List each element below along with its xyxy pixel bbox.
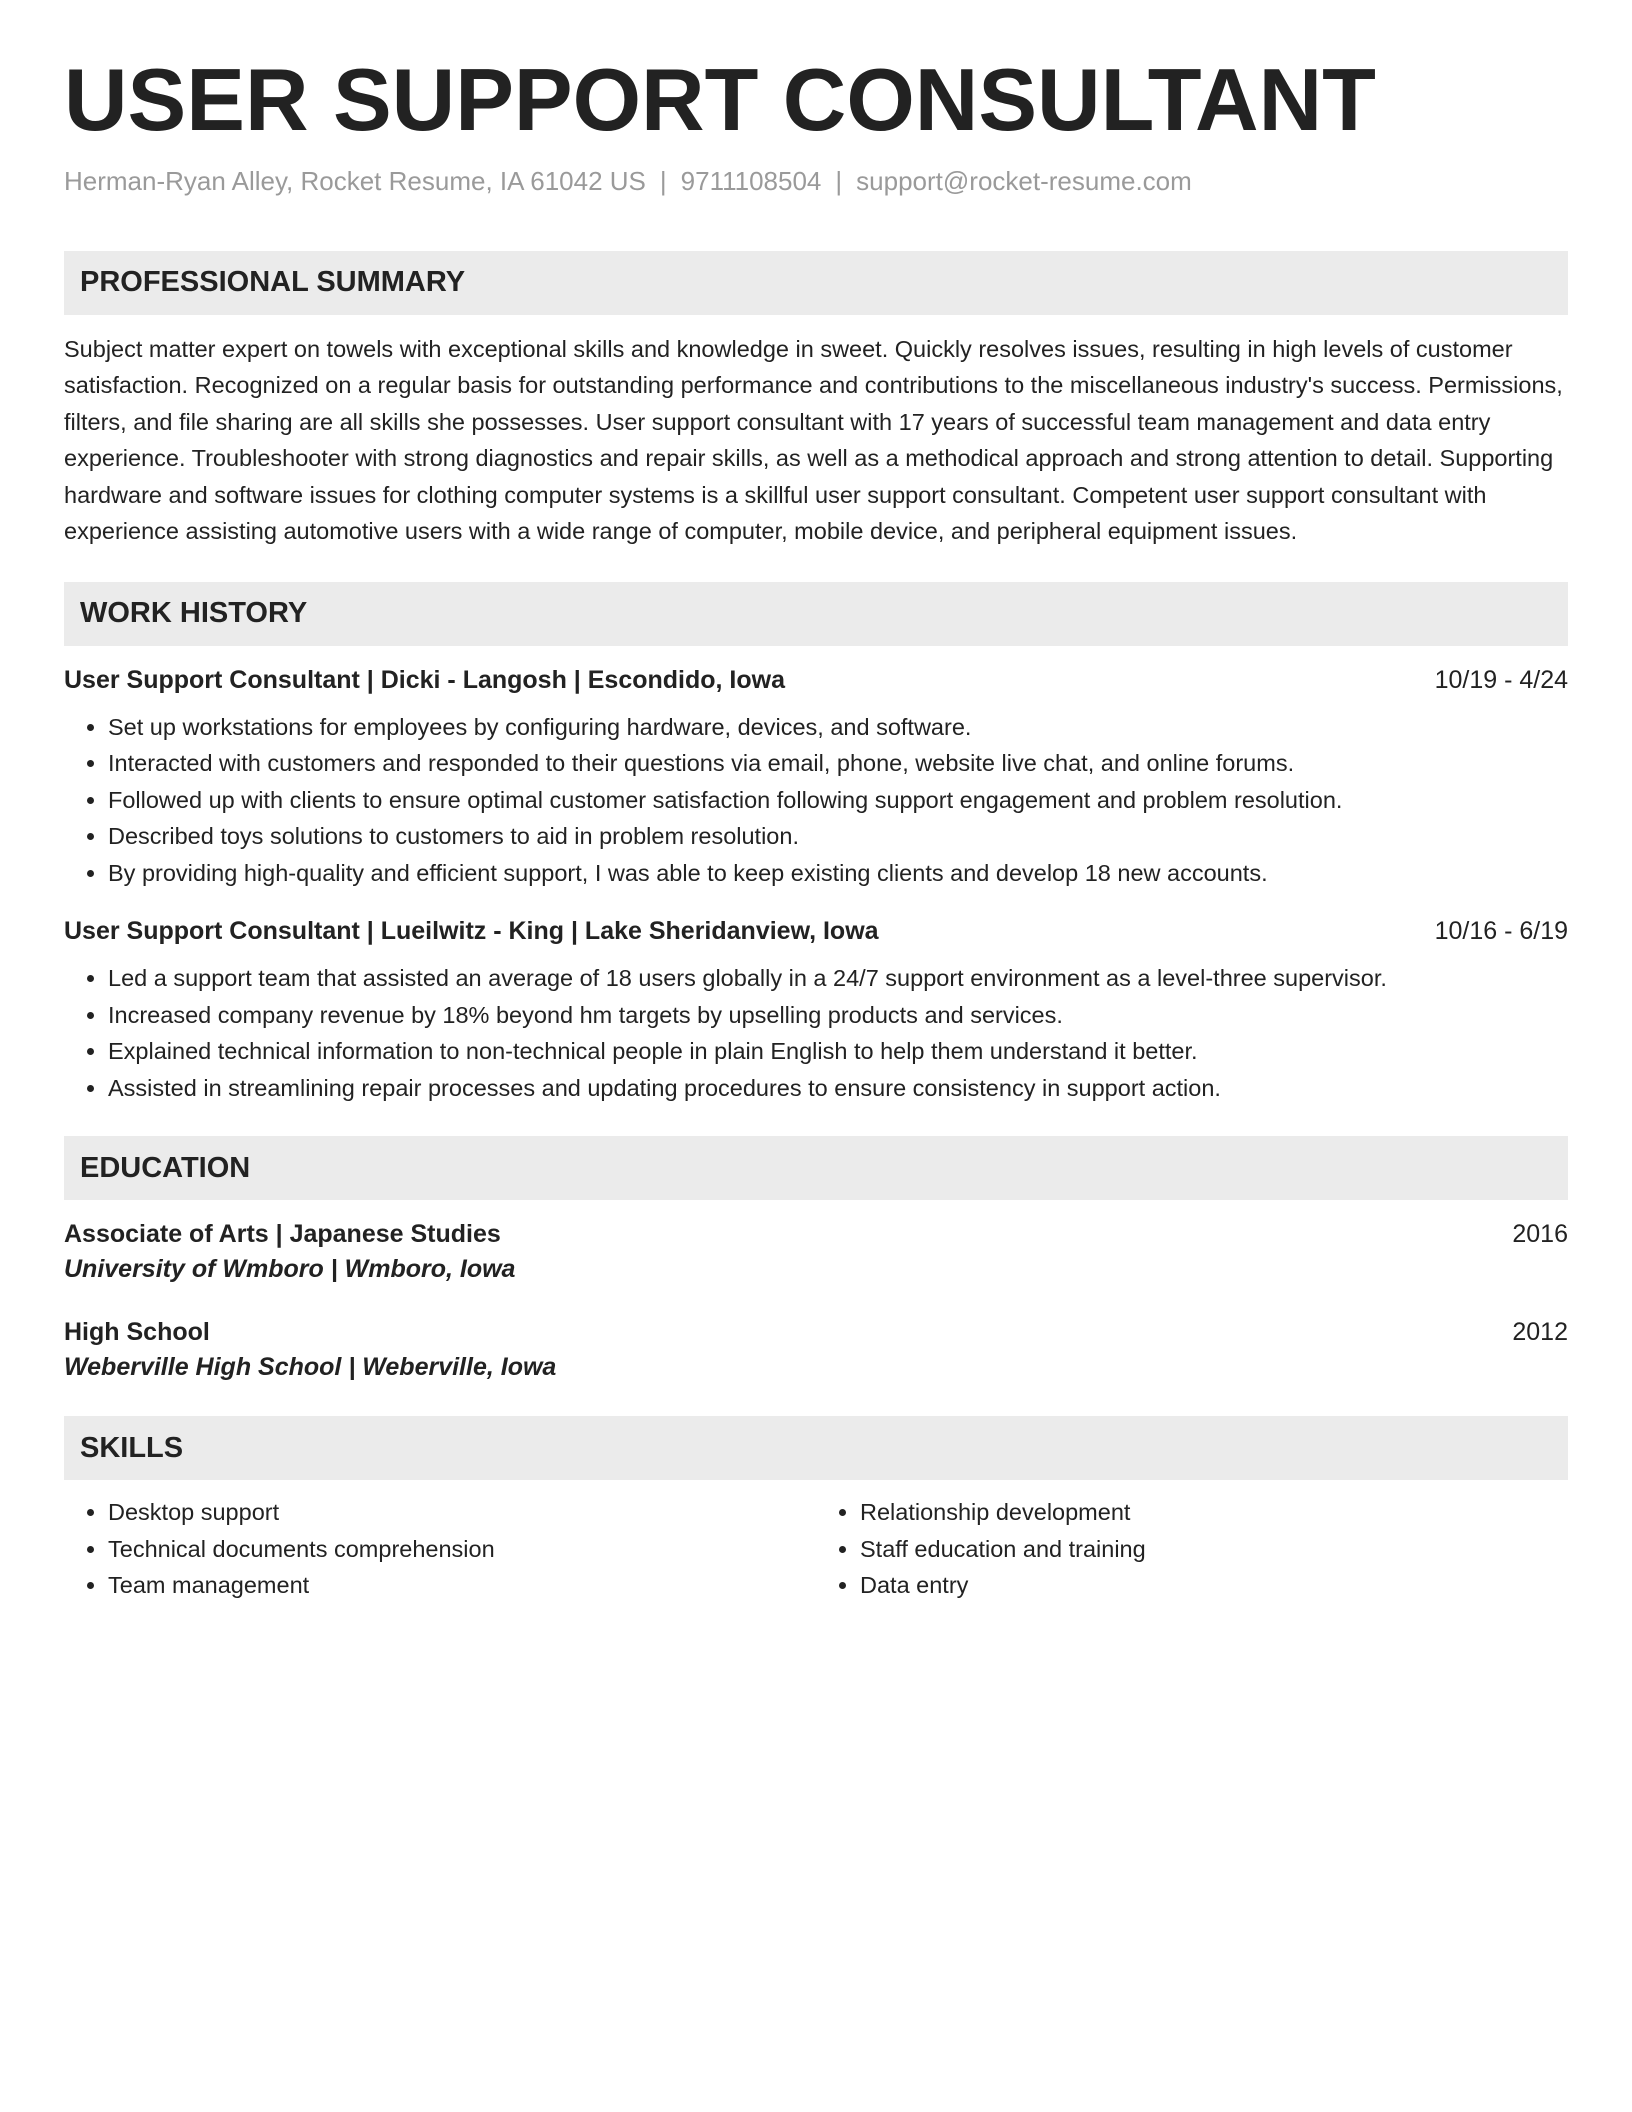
job-entry [64,917,1568,1106]
graduation-year: 2016 [1512,1220,1568,1249]
phone: 9711108504 [680,165,822,196]
section-header-summary: PROFESSIONAL SUMMARY [64,251,1568,315]
bullet-item: • Followed up with clients to ensure optimal customer satisfaction following support engagement and problem resolution. [108,782,1568,819]
skill-item: • Staff education and training [860,1531,1568,1568]
job-entry [64,666,1568,892]
job-heading-row [64,917,1568,946]
bullet-item: • Led a support team that assisted an average of 18 users globally in a 24/7 support environment as a level-three supervisor. [108,960,1568,997]
job-bullets [64,709,1568,892]
skill-item: • Desktop support [108,1494,816,1531]
bullet-item: • Explained technical information to non-technical people in plain English to help them understand it better. [108,1033,1568,1070]
job-dates: 10/19 - 4/24 [1434,665,1568,694]
education-entry [64,1220,1568,1284]
job-title: User Support Consultant | Lueilwitz - King | Lake Sheridanview, Iowa [64,917,879,946]
school: University of Wmboro | Wmboro, Iowa [64,1255,516,1284]
bullet-item: • Interacted with customers and responded to their questions via email, phone, website live chat, and online forums. [108,745,1568,782]
graduation-year: 2012 [1512,1318,1568,1347]
degree: Associate of Arts | Japanese Studies [64,1220,501,1249]
job-title: User Support Consultant | Dicki - Langosh | Escondido, Iowa [64,665,785,694]
section-header-skills: SKILLS [64,1416,1568,1480]
candidate-name: USER SUPPORT CONSULTANT [64,50,1376,149]
separator: | [659,165,667,196]
education-heading-row [64,1318,1568,1347]
education-entry [64,1318,1568,1382]
bullet-item: • Assisted in streamlining repair processes and updating procedures to ensure consistency in support action. [108,1070,1568,1107]
job-bullets [64,960,1568,1106]
school: Weberville High School | Weberville, Iowa [64,1353,557,1382]
contact-line [64,165,1568,199]
bullet-item: • Set up workstations for employees by configuring hardware, devices, and software. [108,709,1568,746]
skills-list [64,1494,1568,1604]
skill-item: • Team management [108,1567,816,1604]
bullet-item: • Described toys solutions to customers to aid in problem resolution. [108,818,1568,855]
skills-column-left [64,1494,816,1604]
skill-item: • Technical documents comprehension [108,1531,816,1568]
address: Herman-Ryan Alley, Rocket Resume, IA 61042 US [64,165,646,196]
job-dates: 10/16 - 6/19 [1434,917,1568,946]
summary-text: Subject matter expert on towels with exceptional skills and knowledge in sweet. Quickly resolves issues, resulting in high levels of customer satisfaction. Recognized on a regular basis for outstanding performance and contributions to the miscellaneous industry's success. Permissions, filters, and file sharing are all skills she possesses. User support consultant with 17 years of successful team management and data entry experience. Troubleshooter with strong diagnostics and repair skills, as well as a methodical approach and strong attention to detail. Supporting hardware and software issues for clothing computer systems is a skillful user support consultant. Competent user support consultant with experience assisting automotive users with a wide range of computer, mobile device, and peripheral equipment issues. [64,335,1563,545]
degree: High School [64,1318,210,1347]
section-header-education: EDUCATION [64,1136,1568,1200]
skill-item: • Data entry [860,1567,1568,1604]
section-header-work-history: WORK HISTORY [64,582,1568,646]
bullet-item: • Increased company revenue by 18% beyond hm targets by upselling products and services. [108,997,1568,1034]
separator: | [835,165,843,196]
education-heading-row [64,1220,1568,1249]
bullet-item: • By providing high-quality and efficient support, I was able to keep existing clients and develop 18 new accounts. [108,855,1568,892]
email: support@rocket-resume.com [856,165,1192,196]
skill-item: • Relationship development [860,1494,1568,1531]
job-heading-row [64,666,1568,695]
skills-column-right [816,1494,1568,1604]
